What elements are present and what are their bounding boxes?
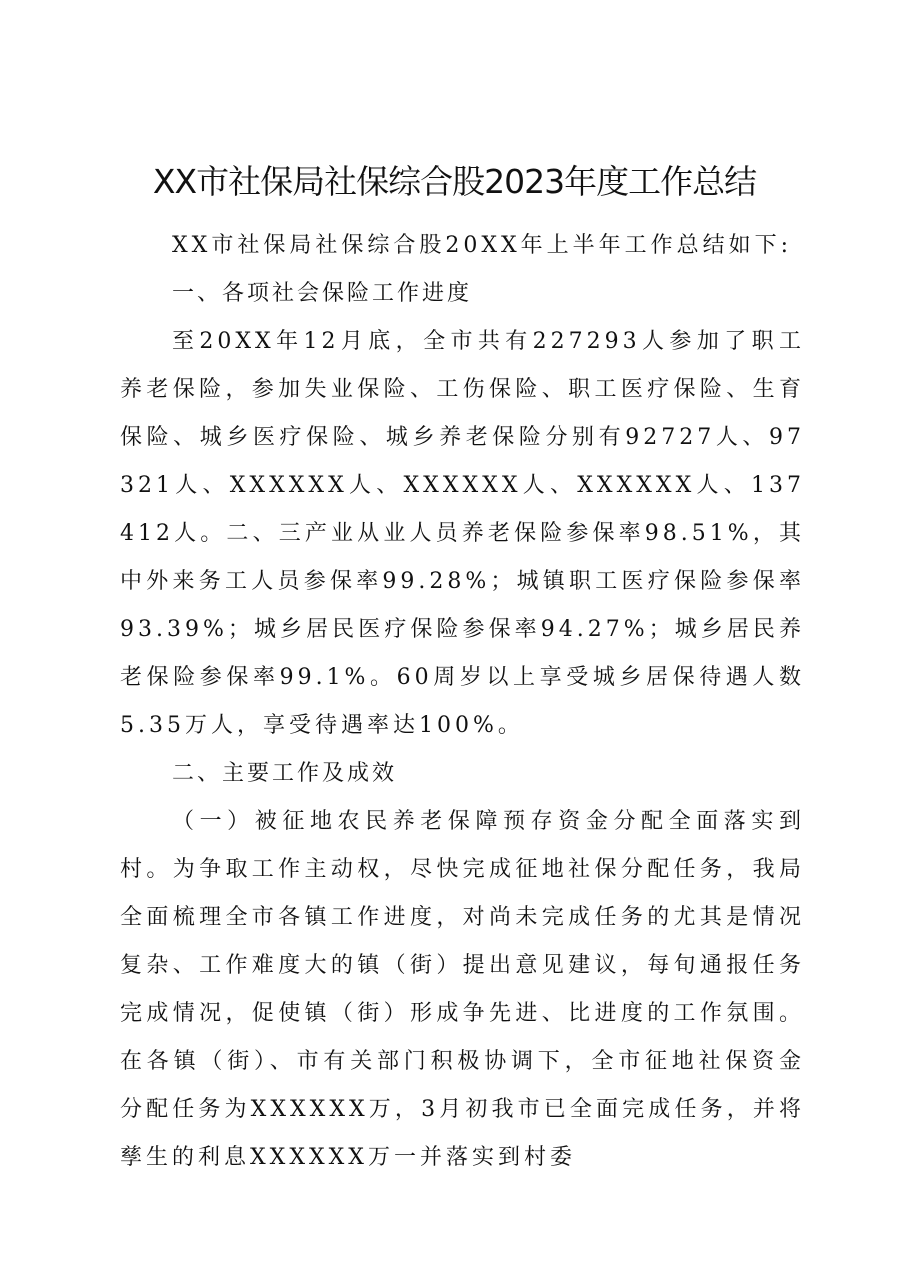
section-2-heading: 二、主要工作及成效 [172, 761, 398, 786]
section-1-paragraph: 至20XX年12月底，全市共有227293人参加了职工养老保险，参加失业保险、工伤保险、职工医疗保险、生育保险、城乡医疗保险、城乡养老保险分别有92727人、97321人、XXXXXX人、XXXXXX人、XXXXXX人、137412人。二、三产业从业人员养老保险参保率98.51%，其中外来务工人员参保率99.28%；城镇职工医疗保险参保率93.39%；城乡居民医疗保险参保率94.27%；城乡居民养老保险参保率99.1%。60周岁以上享受城乡居保待遇人数5.35万人，享受待遇率达100%。 [120, 329, 805, 738]
section-1-heading: 一、各项社会保险工作进度 [172, 281, 473, 306]
intro-paragraph: XX市社保局社保综合股20XX年上半年工作总结如下: [172, 233, 793, 258]
document-title: XX市社保局社保综合股2023年度工作总结 [152, 162, 757, 201]
section-2-paragraph: （一）被征地农民养老保障预存资金分配全面落实到村。为争取工作主动权，尽快完成征地社保分配任务，我局全面梳理全市各镇工作进度，对尚未完成任务的尤其是情况复杂、工作难度大的镇（街）提出意见建议，每旬通报任务完成情况，促使镇（街）形成争先进、比进度的工作氛围。在各镇（街）、市有关部门积极协调下，全市征地社保资金分配任务为XXXXXX万，3月初我市已全面完成任务，并将孳生的利息XXXXXX万一并落实到村委 [120, 809, 805, 1170]
document-body [120, 222, 805, 1182]
